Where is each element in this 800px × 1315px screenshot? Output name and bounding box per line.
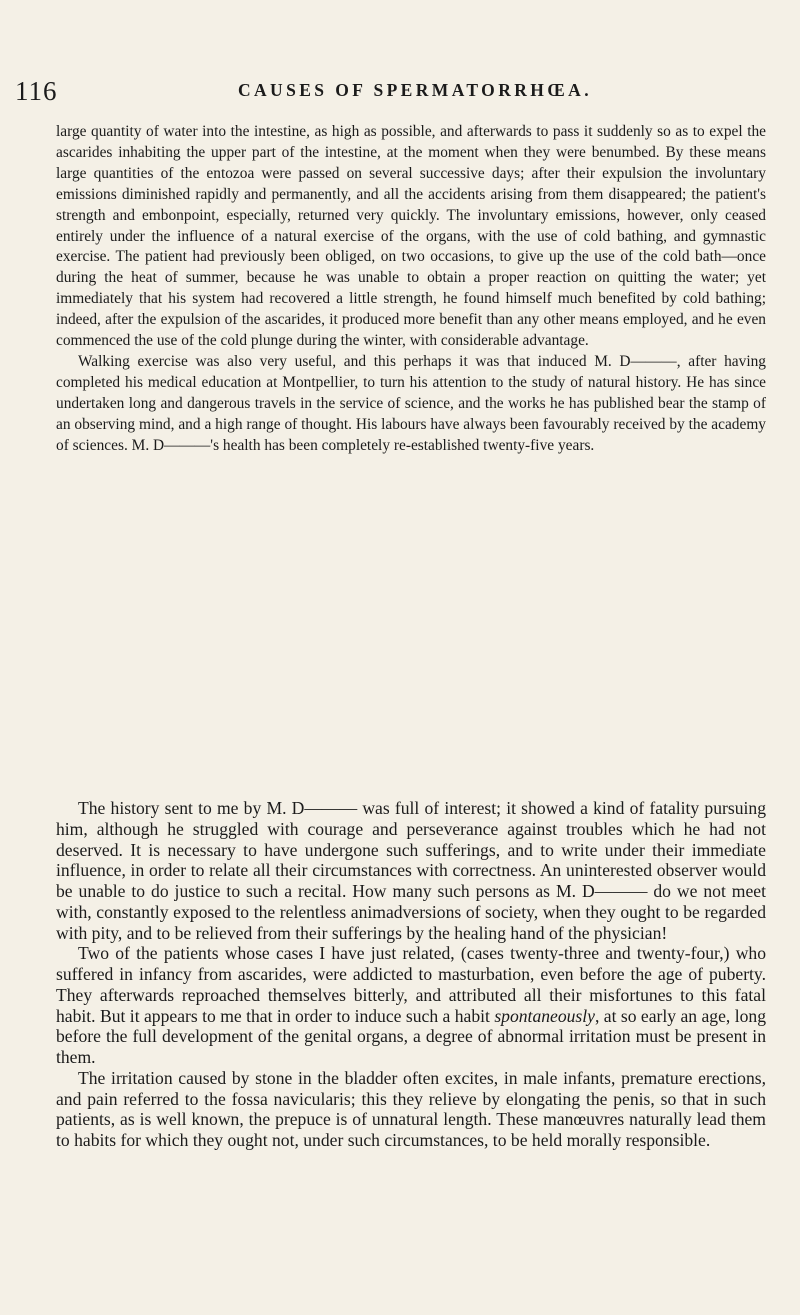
paragraph-1: large quantity of water into the intestine, as high as possible, and afterwards to pass it suddenly so as to expel the ascarides inhabiting the upper part of the intestine, at the moment when they were benumbed. By these means large quantities of the entozoa were passed on several successive days; after their expulsion the involuntary emissions diminished rapidly and permanently, and all the accidents arising from them disappeared; the patient's strength and embonpoint, especially, returned very quickly. The involuntary emissions, however, only ceased entirely under the influence of a natural exercise of the organs, with the use of cold bathing, and gymnastic exercise. The patient had previously been obliged, on two occasions, to give up the use of the cold bath—once during the heat of summer, because he was unable to obtain a proper reaction on quitting the water; yet immediately that his system had recovered a little strength, he found himself much benefited by cold bathing; indeed, after the expulsion of the ascarides, it produced more benefit than any other means employed, and he even commenced the use of the cold plunge during the winter, with considerable advantage. <box>56 123 766 350</box>
paragraph-3: The history sent to me by M. D——— was full of interest; it showed a kind of fatality pursuing him, although he struggled with courage and perseverance against troubles which he had not deserved. It is necessary to have undergone such sufferings, and to write under their immediate influence, in order to relate all their circumstances with correctness. An uninterested observer would be unable to do justice to such a recital. How many such persons as M. D——— do we not meet with, constantly exposed to the relentless animadversions of society, when they ought to be regarded with pity, and to be relieved from their sufferings by the healing hand of the physician! <box>56 798 766 943</box>
text-block-large <box>56 798 766 1151</box>
paragraph-4-emphasis: spontaneously <box>494 1005 595 1026</box>
paragraph-4-text-after: , at so early an age, long before the full development of the genital organs, a degree of abnormal irritation must be present in them. <box>56 1005 766 1067</box>
paragraph-5: The irritation caused by stone in the bladder often excites, in male infants, premature erections, and pain referred to the fossa navicularis; this they relieve by elongating the penis, so that in such patients, as is well known, the prepuce is of unnatural length. These manœuvres naturally lead them to habits for which they ought not, under such circumstances, to be held morally responsible. <box>56 1067 766 1150</box>
paragraph-4 <box>56 943 766 1068</box>
paragraph-2: Walking exercise was also very useful, and this perhaps it was that induced M. D———, after having completed his medical education at Montpellier, to turn his attention to the study of natural history. He has since undertaken long and dangerous travels in the service of science, and the works he has published bear the stamp of an observing mind, and a high range of thought. His labours have always been favourably received by the academy of sciences. M. D———'s health has been completely re-established twenty-five years. <box>56 352 766 454</box>
paragraph-4-text-before: Two of the patients whose cases I have just related, (cases twenty-three and twenty-four,) who suffered in infancy from ascarides, were addicted to masturbation, even before the age of puberty. They afterwards reproached themselves bitterly, and attributed all their misfortunes to this fatal habit. But it appears to me that in order to induce such a habit <box>56 943 766 1026</box>
running-head: CAUSES OF SPERMATORRHŒA. <box>237 80 592 100</box>
page-header <box>15 76 775 110</box>
page-number: 116 <box>15 76 58 106</box>
text-block-small <box>56 122 766 457</box>
